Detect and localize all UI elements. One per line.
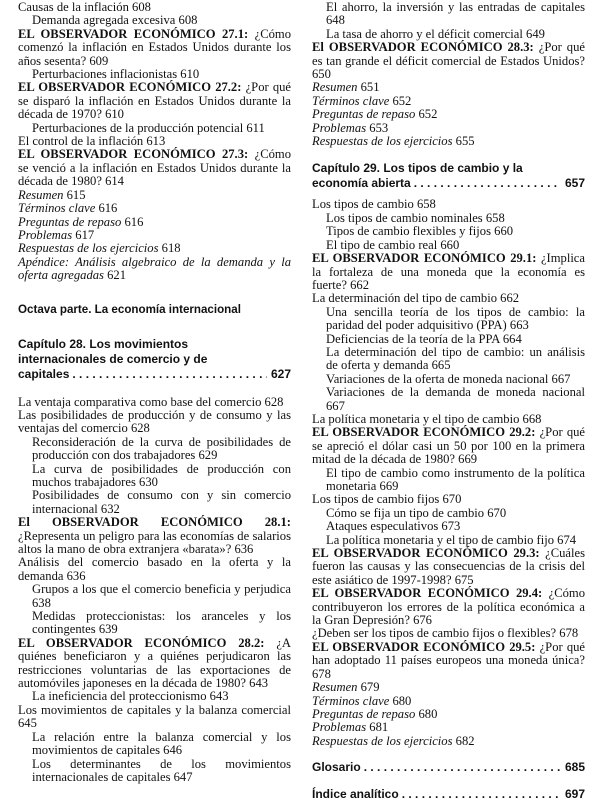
- entry-title: Problemas: [312, 720, 367, 735]
- toc-entry[interactable]: [312, 681, 585, 694]
- page-number: 649: [526, 26, 545, 41]
- page-number: 629: [198, 448, 218, 463]
- page-number: 646: [163, 743, 183, 758]
- page-number: 669: [458, 452, 478, 467]
- observer-entry[interactable]: [312, 547, 585, 587]
- observer-label: EL OBSERVADOR ECONÓMICO 29.5:: [312, 639, 536, 654]
- entry-title: Tipos de cambio flexibles y fijos: [326, 224, 491, 239]
- toc-block: [312, 1, 585, 148]
- observer-entry[interactable]: [18, 516, 291, 556]
- page-number: 621: [107, 268, 126, 283]
- entry-title: ¿Por qué se disparó la inflación en Estados Unidos durante la década de 1970?: [18, 80, 292, 122]
- toc-entry[interactable]: [312, 627, 585, 640]
- observer-label: EL OBSERVADOR ECONÓMICO 27.3:: [18, 147, 249, 162]
- entry-title: La curva de posibilidades de producción con muchos trabajadores: [32, 461, 291, 489]
- entry-title: Ataques especulativos: [326, 519, 439, 534]
- entry-title: Respuestas de los ejercicios: [312, 134, 453, 149]
- entry-title: Demanda agregada excesiva: [32, 13, 176, 28]
- entry-title: Posibilidades de consumo con y sin comercio internacional: [32, 488, 291, 516]
- observer-label: El OBSERVADOR ECONÓMICO 28.1:: [18, 515, 291, 530]
- entry-title: ¿Cómo contribuyeron los errores de la política económica a la Gran Depresión?: [312, 586, 585, 628]
- entry-title: Problemas: [18, 227, 73, 242]
- entry-title: Las posibilidades de producción y de consumo y las ventajas del comercio: [18, 407, 291, 436]
- toc-entry[interactable]: [312, 534, 585, 547]
- entry-title: La política monetaria y el tipo de cambio: [312, 411, 520, 426]
- toc-entry[interactable]: [312, 386, 585, 413]
- toc-entry[interactable]: [312, 708, 585, 721]
- observer-label: EL OBSERVADOR ECONÓMICO 27.1:: [18, 26, 249, 41]
- toc-entry[interactable]: [312, 333, 585, 346]
- page-number: 639: [98, 622, 118, 637]
- entry-title: ¿Implica la fortaleza de una moneda que la economía es fuerte?: [312, 251, 585, 292]
- page-number: 668: [522, 411, 542, 426]
- toc-entry[interactable]: [18, 690, 291, 703]
- page-number: 628: [130, 421, 150, 436]
- chapter-title: Capítulo 28. Los movimientos internacionales de comercio y de capitales . . .: [18, 337, 207, 381]
- index-entry[interactable]: [312, 787, 585, 802]
- toc-entry[interactable]: [18, 189, 291, 202]
- toc-entry[interactable]: [18, 1, 291, 14]
- page-number: 680: [392, 693, 412, 708]
- toc-entry[interactable]: [18, 489, 291, 516]
- entry-title: Causas de la inflación: [18, 0, 129, 14]
- page-number: 670: [442, 492, 462, 507]
- observer-entry[interactable]: [312, 641, 585, 681]
- page-number: 653: [369, 120, 389, 135]
- page-number: 662: [350, 277, 369, 292]
- page-number: 674: [557, 532, 577, 547]
- entry-title: Reconsideración de la curva de posibilidades de producción con dos trabajadores: [32, 434, 291, 463]
- toc-entry[interactable]: [312, 695, 585, 708]
- toc-entry[interactable]: [312, 122, 585, 135]
- toc-entry[interactable]: [18, 463, 291, 490]
- page-number: 645: [18, 716, 37, 731]
- page-number: 609: [89, 53, 109, 68]
- entry-title: Resumen: [18, 187, 64, 202]
- entry-title: Los tipos de cambio nominales: [326, 210, 483, 225]
- page-number: 664: [502, 331, 522, 346]
- toc-entry[interactable]: [312, 212, 585, 225]
- page-number: 636: [234, 542, 254, 556]
- entry-title: El tipo de cambio como instrumento de la política monetaria: [326, 465, 585, 493]
- page-number: 669: [379, 479, 399, 493]
- chapter-heading-28[interactable]: [18, 337, 291, 382]
- entry-title: Problemas: [312, 120, 367, 135]
- toc-entry[interactable]: [18, 409, 291, 436]
- page-number: 660: [440, 237, 460, 252]
- toc-entry[interactable]: [312, 81, 585, 94]
- page-number: 616: [124, 214, 144, 229]
- page-number: 678: [559, 626, 579, 641]
- entry-title: La determinación del tipo de cambio: un análisis de oferta y demanda: [326, 344, 585, 373]
- entry-title: Preguntas de repaso: [312, 706, 416, 721]
- toc-entry[interactable]: [312, 1, 585, 28]
- toc-entry[interactable]: [18, 68, 291, 81]
- entry-title: Perturbaciones de la producción potencial: [32, 120, 244, 135]
- glossary-title: Glosario . . .: [312, 760, 361, 774]
- chapter-title: Capítulo 29. Los tipos de cambio y la economía abierta . . .: [312, 161, 523, 190]
- toc-entry[interactable]: [312, 507, 585, 520]
- page-number: 681: [369, 720, 389, 735]
- entry-title: Una sencilla teoría de los tipos de cambio: la paridad del poder adquisitivo (PPA): [326, 304, 585, 333]
- page-number: 665: [431, 358, 451, 373]
- toc-entry[interactable]: [18, 216, 291, 229]
- entry-title: ¿Cuáles fueron las causas y las consecuencias de la crisis del este asiático de 1997-1998?: [312, 546, 585, 587]
- entry-title: Preguntas de repaso: [18, 214, 122, 229]
- entry-title: Apéndice: Análisis algebraico de la demanda y la oferta agregadas: [18, 254, 291, 283]
- page-number: 650: [312, 67, 331, 82]
- page-number: 610: [180, 67, 200, 82]
- toc-entry[interactable]: [18, 704, 291, 731]
- page-number: 655: [455, 134, 475, 149]
- entry-title: Análisis del comercio basado en la oferta y la demanda: [18, 555, 291, 583]
- observer-label: EL OBSERVADOR ECONÓMICO 28.2:: [18, 635, 265, 650]
- entry-title: ¿Deben ser los tipos de cambio fijos o flexibles?: [312, 626, 557, 641]
- toc-block: [18, 1, 291, 283]
- entry-title: ¿Representa un peligro para las economías de salarios altos la mano de obra extranjera «barata»?: [18, 528, 291, 556]
- page-number: 611: [246, 120, 265, 135]
- entry-title: Los tipos de cambio: [312, 197, 414, 212]
- entry-title: Medidas proteccionistas: los aranceles y los contingentes: [32, 609, 291, 637]
- toc-entry[interactable]: [312, 95, 585, 108]
- toc-entry[interactable]: [312, 225, 585, 238]
- page-number: 613: [146, 134, 166, 149]
- page-number: 676: [413, 613, 432, 628]
- toc-entry[interactable]: [18, 229, 291, 242]
- toc-entry[interactable]: [18, 758, 291, 785]
- entry-title: La política monetaria y el tipo de cambio fijo: [326, 532, 555, 547]
- entry-title: Cómo se fija un tipo de cambio: [326, 505, 485, 520]
- page-number: 643: [249, 676, 269, 691]
- toc-entry[interactable]: [18, 436, 291, 463]
- toc-entry[interactable]: [312, 721, 585, 734]
- toc-block: [18, 396, 291, 785]
- index-page: 697: [561, 787, 585, 802]
- toc-entry[interactable]: [312, 346, 585, 373]
- page-number: 628: [264, 394, 284, 409]
- entry-title: El tipo de cambio real: [326, 237, 438, 252]
- entry-title: La ventaja comparativa como base del comercio: [18, 394, 262, 409]
- chapter-page: 657: [561, 176, 585, 191]
- toc-entry[interactable]: [312, 28, 585, 41]
- entry-title: La tasa de ahorro y el déficit comercial: [326, 26, 523, 41]
- entry-title: Variaciones de la oferta de moneda nacional: [326, 371, 549, 386]
- page-number: 638: [32, 595, 51, 610]
- observer-entry[interactable]: [312, 41, 585, 81]
- page-number: 662: [500, 291, 520, 306]
- toc-entry[interactable]: [18, 256, 291, 283]
- glossary-page: 685: [561, 760, 585, 775]
- page-number: 658: [416, 197, 436, 212]
- entry-title: Variaciones de la demanda de moneda nacional: [326, 385, 585, 400]
- entry-title: El ahorro, la inversión y las entradas de capitales: [326, 0, 585, 14]
- observer-entry[interactable]: [18, 148, 291, 188]
- entry-title: ¿Cómo comenzó la inflación en Estados Unidos durante los años sesenta?: [18, 26, 291, 68]
- entry-title: Resumen: [312, 680, 358, 695]
- observer-label: EL OBSERVADOR ECONÓMICO 29.2:: [312, 425, 536, 440]
- page-number: 647: [173, 769, 193, 784]
- entry-title: ¿Cómo se venció a la inflación en Estados Unidos durante la década de 1980?: [18, 147, 291, 189]
- toc-entry[interactable]: [18, 14, 291, 27]
- chapter-heading-29[interactable]: [312, 161, 585, 191]
- toc-entry[interactable]: [312, 735, 585, 748]
- entry-title: Preguntas de repaso: [312, 107, 416, 122]
- entry-title: Los movimientos de capitales y la balanza comercial: [18, 702, 291, 717]
- observer-entry[interactable]: [18, 637, 291, 691]
- entry-title: ¿Por qué han adoptado 11 países europeos una moneda única?: [312, 639, 586, 668]
- toc-entry[interactable]: [312, 108, 585, 121]
- page-number: 658: [485, 210, 505, 225]
- page-number: 618: [161, 241, 181, 256]
- toc-entry[interactable]: [18, 122, 291, 135]
- toc-entry[interactable]: [18, 610, 291, 637]
- page-number: 667: [551, 371, 571, 386]
- entry-title: ¿A quiénes beneficiaron y a quiénes perjudicaron las restricciones voluntarias de las exportaciones de automóviles japoneses en la década de 1980?: [18, 635, 291, 691]
- entry-title: La ineficiencia del proteccionismo: [32, 689, 207, 704]
- page-number: 670: [487, 505, 507, 520]
- toc-entry[interactable]: [312, 373, 585, 386]
- toc-entry[interactable]: [18, 583, 291, 610]
- page-number: 608: [132, 0, 151, 14]
- entry-title: La determinación del tipo de cambio: [312, 291, 497, 306]
- entry-title: ¿Por qué se apreció el dólar casi un 50 por 100 en la primera mitad de la década de 1980?: [312, 425, 586, 467]
- observer-entry[interactable]: [18, 28, 291, 68]
- entry-title: La relación entre la balanza comercial y los movimientos de capitales: [32, 729, 291, 758]
- entry-title: Respuestas de los ejercicios: [18, 241, 159, 256]
- observer-entry[interactable]: [312, 252, 585, 292]
- observer-label: EL OBSERVADOR ECONÓMICO 29.4:: [312, 586, 543, 601]
- entry-title: Términos clave: [18, 201, 96, 216]
- page-number: 652: [418, 107, 438, 122]
- toc-entry[interactable]: [18, 135, 291, 148]
- observer-label: EL OBSERVADOR ECONÓMICO 29.3:: [312, 546, 540, 561]
- toc-entry[interactable]: [312, 135, 585, 148]
- page-number: 660: [494, 224, 514, 239]
- page-number: 617: [75, 227, 95, 242]
- glossary-entry[interactable]: [312, 760, 585, 775]
- entry-title: Deficiencias de la teoría de la PPA: [326, 331, 500, 346]
- toc-entry[interactable]: [18, 556, 291, 583]
- page-number: 682: [455, 733, 475, 748]
- page-number: 614: [105, 174, 124, 189]
- page-number: 630: [139, 474, 158, 489]
- toc-entry[interactable]: [312, 239, 585, 252]
- toc-entry[interactable]: [18, 396, 291, 409]
- page-number: 636: [66, 568, 86, 583]
- toc-entry[interactable]: [312, 292, 585, 305]
- page-number: 652: [392, 93, 412, 108]
- page-number: 651: [360, 80, 380, 95]
- entry-title: ¿Por qué es tan grande el déficit comercial de Estados Unidos?: [312, 40, 585, 68]
- page-number: 678: [312, 666, 331, 681]
- page-number: 616: [98, 201, 118, 216]
- toc-entry[interactable]: [18, 202, 291, 215]
- observer-label: EL OBSERVADOR ECONÓMICO 27.2:: [18, 80, 242, 95]
- entry-title: Perturbaciones inflacionistas: [32, 67, 178, 82]
- page-number: 648: [326, 13, 345, 28]
- index-title: Índice analítico . . .: [312, 787, 399, 801]
- page-number: 675: [454, 572, 474, 587]
- left-column: [18, 1, 291, 784]
- page-number: 643: [209, 689, 229, 704]
- toc-entry[interactable]: [312, 520, 585, 533]
- entry-title: El control de la inflación: [18, 134, 144, 149]
- entry-title: Términos clave: [312, 93, 390, 108]
- toc-block: [312, 198, 585, 748]
- entry-title: Términos clave: [312, 693, 390, 708]
- toc-entry[interactable]: [312, 198, 585, 211]
- observer-label: EL OBSERVADOR ECONÓMICO 29.1:: [312, 251, 537, 266]
- observer-entry[interactable]: [312, 426, 585, 466]
- entry-title: Resumen: [312, 80, 358, 95]
- toc-entry[interactable]: [18, 731, 291, 758]
- part-title: Octava parte. La economía internacional: [18, 302, 241, 316]
- page-number: 663: [509, 318, 529, 333]
- toc-entry[interactable]: [312, 413, 585, 426]
- right-column: [312, 1, 585, 802]
- page-number: 679: [360, 680, 380, 695]
- page-number: 608: [178, 13, 198, 28]
- observer-entry[interactable]: [18, 81, 291, 121]
- page-number: 615: [66, 187, 86, 202]
- entry-title: Los tipos de cambio fijos: [312, 492, 440, 507]
- page-number: 610: [105, 107, 124, 122]
- entry-title: Los determinantes de los movimientos internacionales de capitales: [32, 756, 291, 784]
- toc-entry[interactable]: [312, 493, 585, 506]
- page-number: 680: [418, 706, 438, 721]
- toc-entry[interactable]: [312, 467, 585, 494]
- entry-title: Respuestas de los ejercicios: [312, 733, 453, 748]
- page-number: 673: [441, 519, 461, 534]
- toc-entry[interactable]: [312, 306, 585, 333]
- entry-title: Grupos a los que el comercio beneficia y perjudica: [32, 582, 291, 597]
- chapter-page: 627: [267, 367, 291, 382]
- observer-entry[interactable]: [312, 587, 585, 627]
- observer-label: El OBSERVADOR ECONÓMICO 28.3:: [312, 40, 534, 55]
- page-number: 667: [326, 398, 345, 413]
- page-number: 632: [100, 501, 120, 516]
- toc-entry[interactable]: [18, 242, 291, 255]
